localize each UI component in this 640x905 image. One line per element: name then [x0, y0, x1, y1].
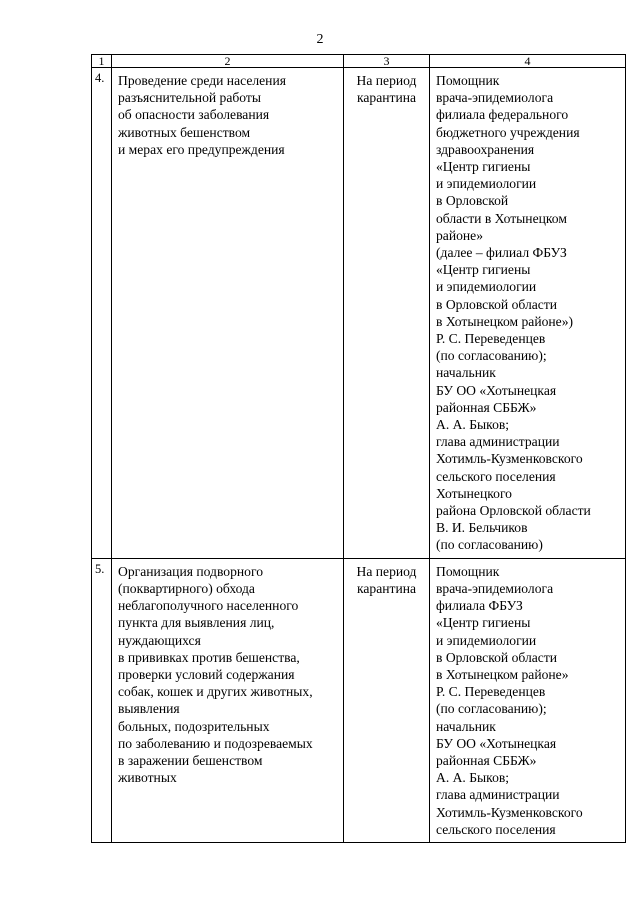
text-line: и мерах его предупреждения — [118, 141, 285, 157]
text-line: БУ ОО «Хотынецкая — [436, 735, 557, 751]
text-line: На период — [356, 563, 417, 579]
text-line: животных — [118, 770, 177, 786]
period-cell — [344, 558, 430, 842]
text-line: больных, подозрительных — [118, 718, 270, 734]
text-line: нуждающихся — [118, 632, 201, 648]
text-line: Организация подворного — [118, 563, 263, 579]
text-line: (далее – филиал ФБУЗ — [436, 245, 567, 261]
text-line: об опасности заболевания — [118, 107, 270, 123]
text-line: «Центр гигиены — [436, 615, 531, 631]
responsible-cell — [430, 68, 626, 559]
text-line: начальник — [436, 718, 496, 734]
activity-cell — [112, 558, 344, 842]
text-line: Хотимль-Кузменковского — [436, 804, 583, 820]
text-line: в Орловской области — [436, 649, 558, 665]
text-line: карантина — [356, 90, 417, 106]
text-line: собак, кошек и других животных, — [118, 684, 313, 700]
text-line: в заражении бешенством — [118, 752, 263, 768]
text-line: Помощник — [436, 73, 500, 88]
text-line: А. А. Быков; — [436, 417, 510, 433]
text-line: выявления — [118, 701, 180, 717]
column-number-header — [92, 55, 626, 68]
text-line: А. А. Быков; — [436, 770, 510, 786]
text-line: Р. С. Переведенцев — [436, 684, 546, 700]
text-line: БУ ОО «Хотынецкая — [436, 382, 557, 398]
text-line: неблагополучного населенного — [118, 598, 299, 614]
column-number: 4 — [430, 55, 626, 68]
measures-table — [91, 54, 626, 843]
text-line: в Орловской области — [436, 296, 558, 312]
text-line: врача-эпидемиолога — [436, 580, 554, 596]
text-line: районная СББЖ» — [436, 752, 537, 768]
text-line: филиала федерального — [436, 107, 569, 123]
text-line: проверки условий содержания — [118, 666, 295, 682]
text-line: глава администрации — [436, 434, 560, 450]
text-line: по заболеванию и подозреваемых — [118, 735, 313, 751]
text-line: В. И. Бельчиков — [436, 520, 528, 536]
text-line: и эпидемиологии — [436, 632, 537, 648]
text-line: «Центр гигиены — [436, 262, 531, 278]
text-line: в Хотынецком районе») — [436, 313, 574, 329]
text-line: На период — [356, 73, 417, 88]
column-number: 3 — [344, 55, 430, 68]
text-line: и эпидемиологии — [436, 176, 537, 192]
text-line: сельского поселения — [436, 468, 556, 484]
text-line: здравоохранения — [436, 141, 535, 157]
table-row — [92, 558, 626, 842]
text-line: глава администрации — [436, 787, 560, 803]
table-row — [92, 68, 626, 559]
text-line: (поквартирного) обхода — [118, 580, 255, 596]
text-line: в Орловской — [436, 193, 509, 209]
row-number: 4. — [92, 68, 112, 559]
text-line: Хотынецкого — [436, 485, 512, 501]
text-line: района Орловской области — [436, 503, 591, 519]
activity-cell — [112, 68, 344, 559]
text-line: Проведение среди населения — [118, 73, 286, 88]
text-line: в Хотынецком районе» — [436, 666, 569, 682]
text-line: области в Хотынецком — [436, 210, 567, 226]
text-line: (по согласованию); — [436, 348, 547, 364]
text-line: и эпидемиологии — [436, 279, 537, 295]
column-number: 1 — [92, 55, 112, 68]
page-number: 2 — [316, 32, 324, 47]
text-line: разъяснительной работы — [118, 90, 261, 106]
text-line: Р. С. Переведенцев — [436, 331, 546, 347]
text-line: врача-эпидемиолога — [436, 90, 554, 106]
text-line: (по согласованию); — [436, 701, 547, 717]
text-line: бюджетного учреждения — [436, 124, 580, 140]
text-line: районе» — [436, 227, 484, 243]
text-line: сельского поселения — [436, 821, 556, 837]
text-line: начальник — [436, 365, 496, 381]
row-number: 5. — [92, 558, 112, 842]
period-cell — [344, 68, 430, 559]
column-number: 2 — [112, 55, 344, 68]
text-line: (по согласованию) — [436, 537, 543, 553]
text-line: в прививках против бешенства, — [118, 649, 300, 665]
text-line: карантина — [356, 580, 417, 596]
text-line: районная СББЖ» — [436, 399, 537, 415]
text-line: животных бешенством — [118, 124, 251, 140]
text-line: филиала ФБУЗ — [436, 598, 523, 614]
text-line: пункта для выявления лиц, — [118, 615, 275, 631]
text-line: Помощник — [436, 563, 500, 579]
text-line: «Центр гигиены — [436, 159, 531, 175]
responsible-cell — [430, 558, 626, 842]
text-line: Хотимль-Кузменковского — [436, 451, 583, 467]
